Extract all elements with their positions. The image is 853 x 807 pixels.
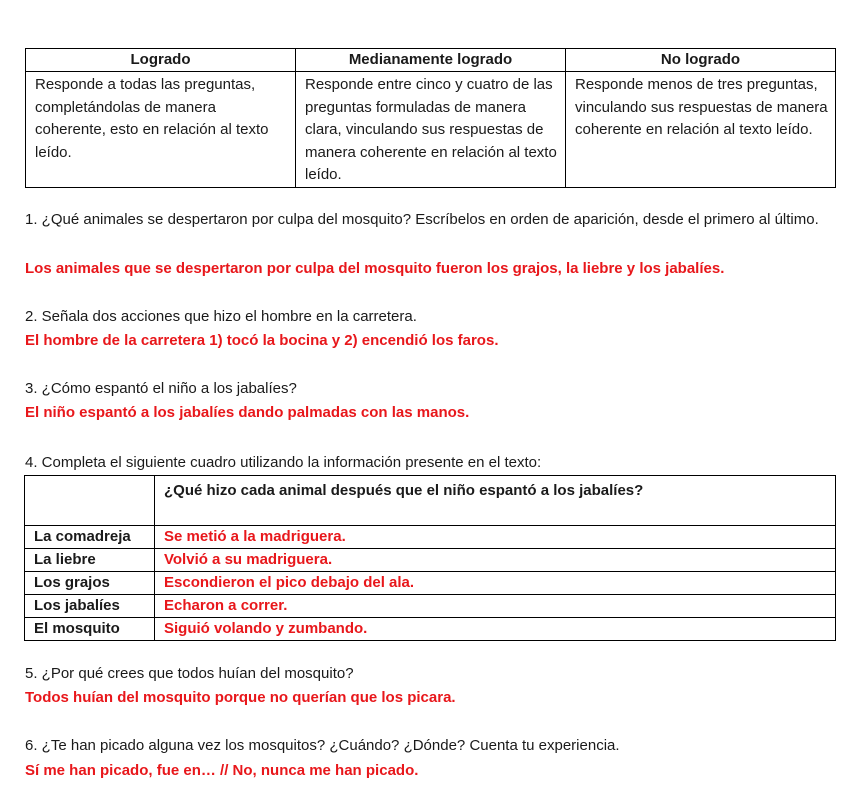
question-2: 2. Señala dos acciones que hizo el hombre en la carretera. bbox=[25, 308, 417, 325]
animals-table bbox=[24, 475, 836, 641]
animal-name: La liebre bbox=[25, 549, 155, 572]
rubric-header-logrado: Logrado bbox=[26, 49, 296, 72]
answer-2: El hombre de la carretera 1) tocó la bocina y 2) encendió los faros. bbox=[25, 332, 499, 349]
animal-action: Se metió a la madriguera. bbox=[155, 526, 836, 549]
animal-action: Volvió a su madriguera. bbox=[155, 549, 836, 572]
table-row bbox=[25, 526, 836, 549]
table-row bbox=[25, 595, 836, 618]
answer-1: Los animales que se despertaron por culpa del mosquito fueron los grajos, la liebre y los jabalíes. bbox=[25, 260, 725, 277]
rubric-cell-medianamente: Responde entre cinco y cuatro de las preguntas formuladas de manera clara, vinculando sus respuestas de manera coherente en relación al texto leído. bbox=[296, 72, 566, 188]
animal-action: Escondieron el pico debajo del ala. bbox=[155, 572, 836, 595]
animal-name: La comadreja bbox=[25, 526, 155, 549]
animal-name: Los grajos bbox=[25, 572, 155, 595]
animals-header-row bbox=[25, 476, 836, 526]
animals-header-question: ¿Qué hizo cada animal después que el niño espantó a los jabalíes? bbox=[155, 476, 836, 526]
animals-header-corner bbox=[25, 476, 155, 526]
rubric-table bbox=[25, 48, 836, 188]
answer-3: El niño espantó a los jabalíes dando palmadas con las manos. bbox=[25, 404, 470, 421]
question-5: 5. ¿Por qué crees que todos huían del mosquito? bbox=[25, 665, 354, 682]
answer-5: Todos huían del mosquito porque no querían que los picara. bbox=[25, 689, 456, 706]
table-row bbox=[25, 549, 836, 572]
question-1: 1. ¿Qué animales se despertaron por culpa del mosquito? Escríbelos en orden de aparición, desde el primero al último. bbox=[25, 211, 819, 228]
animal-action: Echaron a correr. bbox=[155, 595, 836, 618]
rubric-body-row bbox=[26, 72, 836, 188]
rubric-cell-logrado: Responde a todas las preguntas, completándolas de manera coherente, esto en relación al texto leído. bbox=[26, 72, 296, 188]
question-4: 4. Completa el siguiente cuadro utilizando la información presente en el texto: bbox=[25, 454, 542, 471]
rubric-header-row bbox=[26, 49, 836, 72]
animal-name: Los jabalíes bbox=[25, 595, 155, 618]
animal-name: El mosquito bbox=[25, 618, 155, 641]
question-3: 3. ¿Cómo espantó el niño a los jabalíes? bbox=[25, 380, 297, 397]
table-row bbox=[25, 618, 836, 641]
answer-6: Sí me han picado, fue en… // No, nunca me han picado. bbox=[25, 762, 419, 779]
rubric-header-no-logrado: No logrado bbox=[566, 49, 836, 72]
rubric-cell-no-logrado: Responde menos de tres preguntas, vinculando sus respuestas de manera coherente en relación al texto leído. bbox=[566, 72, 836, 188]
rubric-header-medianamente: Medianamente logrado bbox=[296, 49, 566, 72]
animal-action: Siguió volando y zumbando. bbox=[155, 618, 836, 641]
table-row bbox=[25, 572, 836, 595]
question-6: 6. ¿Te han picado alguna vez los mosquitos? ¿Cuándo? ¿Dónde? Cuenta tu experiencia. bbox=[25, 737, 620, 754]
